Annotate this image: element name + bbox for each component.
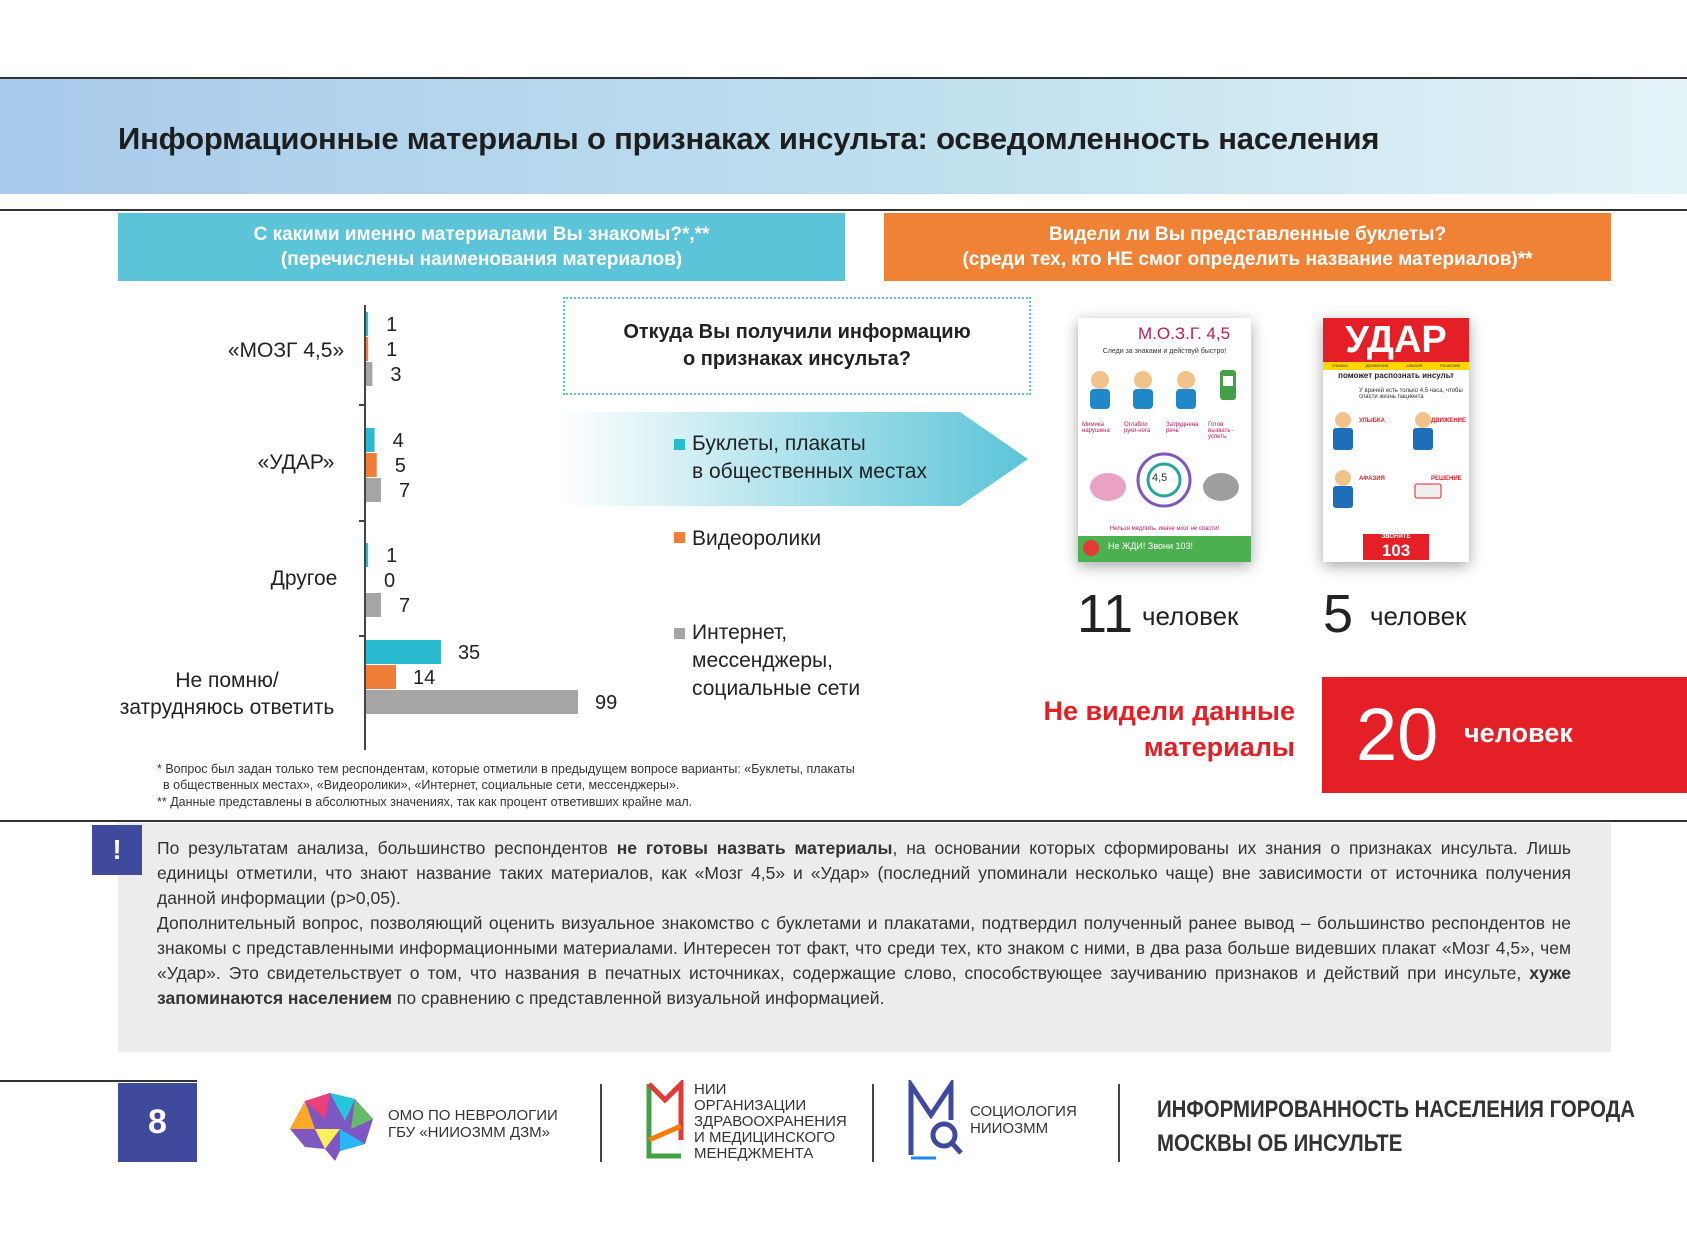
- footer-separator-1: [600, 1084, 602, 1162]
- mozg-tagline: Нельзя медлить, иначе мозг не спасти!: [1109, 526, 1220, 532]
- footnote-1: * Вопрос был задан только тем респондентам, которые отметили в предыдущем вопросе варианты: «Буклеты, плакаты: [157, 762, 855, 776]
- conclusion-paragraph-1: По результатам анализа, большинство респондентов не готовы назвать материалы, на основании которых сформированы их знания о признаках инсульта. Лишь единицы отметили, что знают название таких материалов, как «Мозг 4,5» и «Удар» (последний упоминали несколько чаще) вне зависимости от источника получения данной информации (p>0,05).: [157, 838, 1571, 908]
- category-label-other: Другое: [270, 567, 338, 590]
- not-seen-count: 20: [1356, 693, 1439, 776]
- udar-poster: [1323, 318, 1469, 562]
- udar-count-unit: человек: [1370, 601, 1467, 631]
- title-bottom-rule: [0, 209, 1687, 211]
- bar-value-label-udar-internet: 7: [398, 480, 411, 502]
- udar-item-1: УЛЫБКА: [1359, 418, 1385, 424]
- bar-dontknow-internet: [366, 690, 578, 714]
- bar-value-label-dontknow-internet: 99: [595, 692, 618, 714]
- mozg-letter-2: Оглабли руки-нога: [1124, 422, 1151, 434]
- left-question-header: [118, 213, 845, 281]
- mozg-call-text: Не ЖДИ! Звони 103!: [1108, 541, 1194, 551]
- left-question-line2: (перечислены наименования материалов): [280, 249, 683, 270]
- footer-separator-2: [872, 1084, 874, 1162]
- mozg-letter-4: Готов вызвать - успеть: [1208, 422, 1235, 440]
- mozg-count: 11: [1077, 584, 1134, 644]
- org1-label: ОМО ПО НЕВРОЛОГИИ ГБУ «НИИОЗММ ДЗМ»: [388, 1107, 558, 1141]
- page-number: 8: [118, 1083, 197, 1162]
- udar-subtitle: поможет распознать инсульт: [1338, 371, 1454, 380]
- category-label-dontknow: Не помню/ затрудняюсь ответить: [119, 669, 335, 719]
- org3-label: СОЦИОЛОГИЯ НИИОЗММ: [970, 1103, 1077, 1137]
- udar-call-label: ЗВОНИТЕ: [1381, 534, 1411, 540]
- conclusion-text: [157, 836, 1571, 1011]
- phone-icon: [1083, 540, 1099, 556]
- legend-swatch-internet: [674, 628, 685, 639]
- brain-logo-icon: [285, 1089, 379, 1163]
- bar-value-label-other-booklets: 1: [386, 545, 398, 567]
- legend-title-line2: о признаках инсульта?: [682, 348, 912, 370]
- bar-udar-internet: [366, 478, 381, 502]
- sociology-logo-icon: [906, 1080, 964, 1162]
- legend-title-line1: Откуда Вы получили информацию: [623, 321, 971, 343]
- legend-item-internet: Интернет, мессенджеры, социальные сети: [692, 621, 861, 700]
- nii-logo-icon: [645, 1080, 685, 1160]
- right-question-line2: (среди тех, кто НЕ смог определить название материалов)**: [962, 249, 1533, 270]
- conclusion-paragraph-2: Дополнительный вопрос, позволяющий оценить визуальное знакомство с буклетами и плакатами, подтвердил полученный ранее вывод – большинство респондентов не знакомы с представленными информационными материалами. Интересен тот факт, что среди тех, кто знаком с ними, в два раза больше видевших плакат «Мозг 4,5», чем «Удар». Это свидетельствует о том, что названия в печатных источниках, содержащие слово, способствующее заучиванию признаков и действий при инсульте, хуже запоминаются населением по сравнению с представленной визуальной информацией.: [157, 913, 1571, 1008]
- org2-label: НИИ ОРГАНИЗАЦИИ ЗДРАВООХРАНЕНИЯ И МЕДИЦИНСКОГО МЕНЕДЖМЕНТА: [694, 1081, 847, 1162]
- udar-time-note: У врачей есть только 4,5 часа, чтобы спасти жизнь пациента: [1359, 388, 1463, 400]
- legend-title-box: [563, 297, 1031, 395]
- footer-rule: [0, 1080, 197, 1082]
- alert-icon: !: [92, 825, 142, 875]
- udar-figures: [1323, 406, 1469, 526]
- bar-value-label-dontknow-videos: 14: [412, 667, 436, 689]
- bar-value-label-dontknow-booklets: 35: [457, 642, 481, 664]
- legend-item-videos: Видеоролики: [692, 527, 822, 550]
- not-seen-label: Не видели данные материалы: [1043, 696, 1295, 762]
- footnote-2: ** Данные представлены в абсолютных значениях, так как процент ответивших крайне мал.: [157, 795, 693, 809]
- right-question-header: [884, 213, 1611, 281]
- mozg-letter-1: Мимика нарушена: [1082, 422, 1110, 434]
- mozg-figures: [1078, 358, 1251, 418]
- udar-poster-title: УДАР: [1345, 319, 1447, 361]
- bar-value-label-mozg-internet: 3: [390, 364, 402, 386]
- udar-item-2: ДВИЖЕНИЕ: [1431, 418, 1466, 424]
- legend-item-booklets: Буклеты, плакаты в общественных местах: [692, 432, 927, 483]
- bar-dontknow-booklets: [366, 640, 441, 664]
- udar-tabs: УЛЫБКА ДВИЖЕНИЕ АФАЗИЯ РЕШЕНИЕ: [1323, 362, 1469, 370]
- category-label-udar: «УДАР»: [257, 451, 335, 474]
- report-title: ИНФОРМИРОВАННОСТЬ НАСЕЛЕНИЯ ГОРОДА МОСКВЫ ОБ ИНСУЛЬТЕ: [1157, 1096, 1635, 1157]
- bar-mozg-booklets: [366, 312, 368, 336]
- right-question-line1: Видели ли Вы представленные буклеты?: [1048, 224, 1447, 245]
- bar-value-label-mozg-videos: 1: [386, 339, 398, 361]
- footnote-1-cont: в общественных местах», «Видеоролики», «Интернет, социальные сети, мессенджеры».: [163, 778, 680, 792]
- bar-value-label-other-internet: 7: [398, 595, 411, 617]
- footer-separator-3: [1118, 1084, 1120, 1162]
- not-seen-box: [1322, 677, 1687, 793]
- udar-call-number: 103: [1381, 541, 1411, 560]
- bar-dontknow-videos: [366, 665, 396, 689]
- conclusion-top-rule: [0, 820, 1687, 822]
- mozg-circle-value: 4,5: [1152, 472, 1168, 484]
- udar-item-4: РЕШЕНИЕ: [1431, 476, 1462, 482]
- bar-other-booklets: [366, 543, 368, 567]
- mozg-poster-subtitle: Следи за знаками и действуй быстро!: [1102, 348, 1227, 355]
- bar-value-label-udar-videos: 5: [394, 455, 406, 477]
- bar-value-label-other-videos: 0: [384, 570, 396, 592]
- bar-udar-booklets: [366, 428, 375, 452]
- legend-swatch-videos: [674, 532, 685, 543]
- left-question-line1: С какими именно материалами Вы знакомы?*,**: [253, 224, 710, 245]
- bar-mozg-internet: [366, 362, 372, 386]
- not-seen-unit: человек: [1464, 718, 1573, 748]
- mozg-letter-3: Затруднена речь: [1166, 422, 1199, 434]
- legend-swatch-booklets: [674, 439, 685, 450]
- category-label-mozg: «МОЗГ 4,5»: [227, 339, 345, 362]
- page-title: Информационные материалы о признаках инсульта: осведомленность населения: [118, 121, 1380, 156]
- udar-count: 5: [1323, 584, 1354, 644]
- bar-value-label-udar-booklets: 4: [392, 430, 404, 452]
- mozg-count-unit: человек: [1142, 601, 1239, 631]
- bar-udar-videos: [366, 453, 377, 477]
- udar-item-3: АФАЗИЯ: [1359, 476, 1385, 482]
- bar-other-internet: [366, 593, 381, 617]
- bar-value-label-mozg-booklets: 1: [386, 314, 398, 336]
- mozg-poster-title: М.О.З.Г. 4,5: [1138, 324, 1231, 343]
- mozg-poster: [1078, 318, 1251, 562]
- bar-mozg-videos: [366, 337, 368, 361]
